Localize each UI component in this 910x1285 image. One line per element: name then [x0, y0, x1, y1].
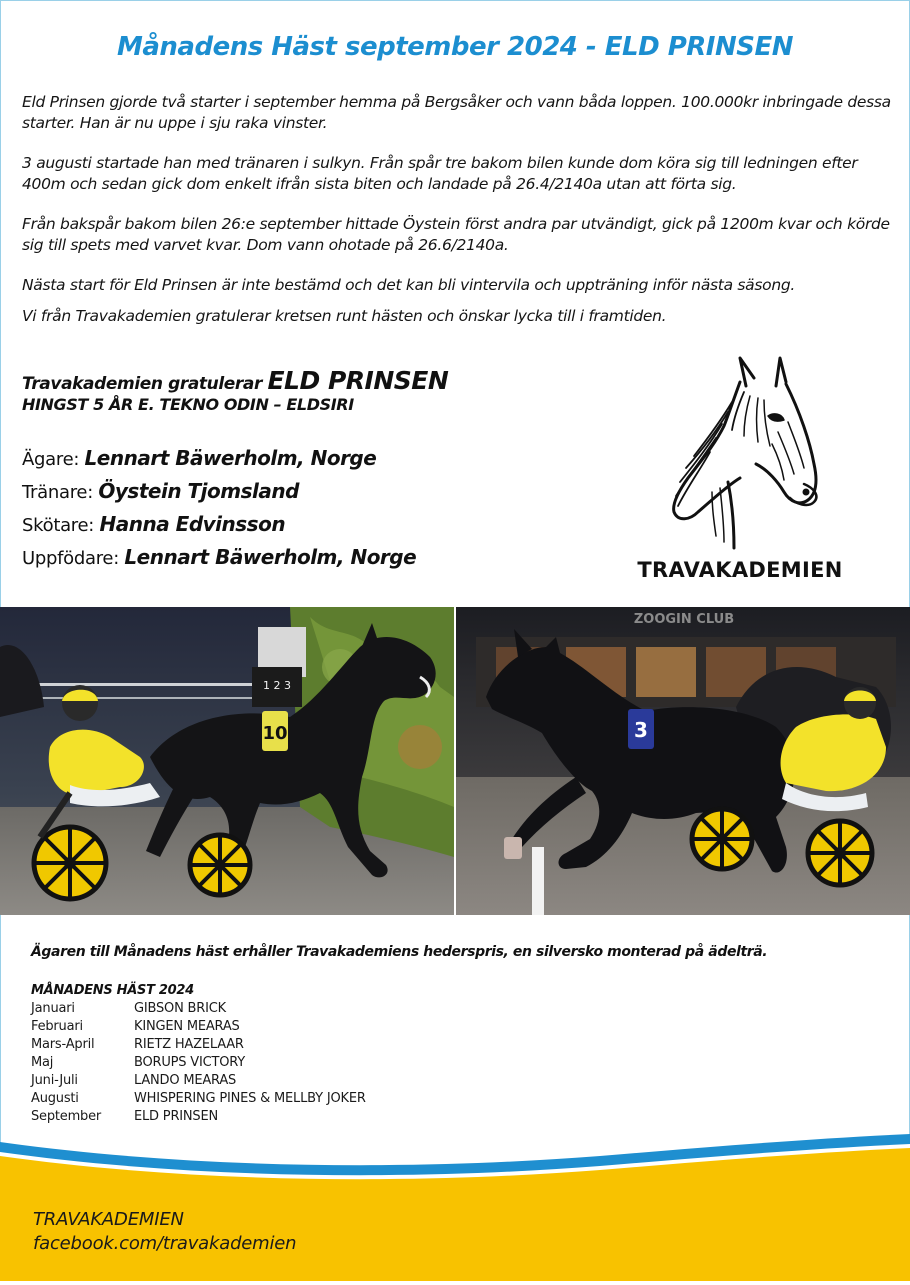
logo-wordmark: TRAVAKADEMIEN	[637, 558, 843, 582]
winner-row	[31, 1000, 531, 1018]
footer-org: TRAVAKADEMIEN	[33, 1209, 184, 1230]
winner-horse: BORUPS VICTORY	[134, 1055, 246, 1070]
winner-row	[31, 1072, 531, 1090]
winner-horse: ELD PRINSEN	[134, 1109, 219, 1124]
winners-heading: MÅNADENS HÄST 2024	[31, 983, 194, 998]
winner-month: Mars-April	[31, 1037, 95, 1052]
congratulations-block	[22, 366, 622, 414]
groom-label: Skötare:	[22, 515, 100, 536]
congrats-prefix: Travakademien gratulerar	[22, 374, 268, 394]
owner-row	[22, 443, 622, 476]
intro-paragraph-4: Nästa start för Eld Prinsen är inte bestämd och det kan bli vintervila och uppträning inför nästa säsong.	[22, 276, 796, 294]
groom-value: Hanna Edvinsson	[99, 512, 286, 536]
congrats-horse-name: ELD PRINSEN	[267, 366, 449, 395]
right-saddle-number: 3	[634, 718, 648, 742]
footer-facebook-link[interactable]: facebook.com/travakademien	[33, 1233, 297, 1254]
winner-horse: RIETZ HAZELAAR	[134, 1037, 244, 1052]
race-photo-left	[0, 607, 454, 915]
winner-month: Januari	[31, 1001, 75, 1016]
winner-row	[31, 1018, 531, 1036]
intro-paragraph-1: Eld Prinsen gjorde två starter i september hemma på Bergsåker och vann båda loppen. 100.000kr inbringade dessa starter. Han är nu uppe i sju raka vinster.	[22, 93, 891, 132]
intro-text	[22, 92, 892, 346]
winner-row	[31, 1054, 531, 1072]
congrats-heading	[22, 366, 622, 395]
footer-contact	[33, 1208, 296, 1256]
winner-row	[31, 1036, 531, 1054]
race-photos	[0, 607, 910, 915]
intro-paragraph-2: 3 augusti startade han med tränaren i sulkyn. Från spår tre bakom bilen kunde dom köra sig till ledningen efter 400m och sedan gick dom enkelt ifrån sista biten och landade på 26.4/2140a utan att förta sig.	[22, 154, 858, 193]
winner-horse: GIBSON BRICK	[134, 1001, 226, 1016]
breeder-value: Lennart Bäwerholm, Norge	[124, 545, 417, 569]
owner-value: Lennart Bäwerholm, Norge	[84, 446, 377, 470]
winner-month: Februari	[31, 1019, 83, 1034]
page-title: Månadens Häst september 2024 - ELD PRINSEN	[117, 32, 793, 62]
breeder-label: Uppfödare:	[22, 548, 125, 569]
winner-month: Juni-Juli	[31, 1073, 78, 1088]
roles-list	[22, 443, 622, 575]
trainer-row	[22, 476, 622, 509]
winner-horse: LANDO MEARAS	[134, 1073, 237, 1088]
svg-text:1 2 3: 1 2 3	[263, 679, 291, 692]
winner-horse: WHISPERING PINES & MELLBY JOKER	[134, 1091, 366, 1106]
travakademien-logo	[628, 352, 852, 584]
left-saddle-number: 10	[262, 723, 288, 744]
venue-sign: ZOOGIN CLUB	[633, 612, 735, 627]
owner-label: Ägare:	[22, 449, 85, 470]
winners-list	[31, 983, 531, 1126]
race-photo-right	[456, 607, 910, 915]
winner-month: Maj	[31, 1055, 54, 1070]
groom-row	[22, 509, 622, 542]
footer-wave	[0, 1130, 910, 1281]
winner-row	[31, 1090, 531, 1108]
trainer-label: Tränare:	[22, 482, 99, 503]
trainer-value: Öystein Tjomsland	[98, 479, 299, 503]
winner-row	[31, 1108, 531, 1126]
winner-month: September	[31, 1109, 102, 1124]
pedigree: HINGST 5 ÅR E. TEKNO ODIN – ELDSIRI	[22, 395, 354, 414]
intro-paragraph-5: Vi från Travakademien gratulerar kretsen runt hästen och önskar lycka till i framtiden.	[22, 307, 667, 325]
winner-horse: KINGEN MEARAS	[134, 1019, 240, 1034]
winner-month: Augusti	[31, 1091, 79, 1106]
breeder-row	[22, 542, 622, 575]
horse-head-icon	[628, 352, 852, 552]
intro-paragraph-3: Från bakspår bakom bilen 26:e september hittade Öystein först andra par utvändigt, gick på 1200m kvar och körde sig till spets med varvet kvar. Dom vann ohotade på 26.6/2140a.	[22, 215, 890, 254]
award-note: Ägaren till Månadens häst erhåller Travakademiens hederspris, en silversko monterad på ädelträ.	[31, 944, 768, 960]
